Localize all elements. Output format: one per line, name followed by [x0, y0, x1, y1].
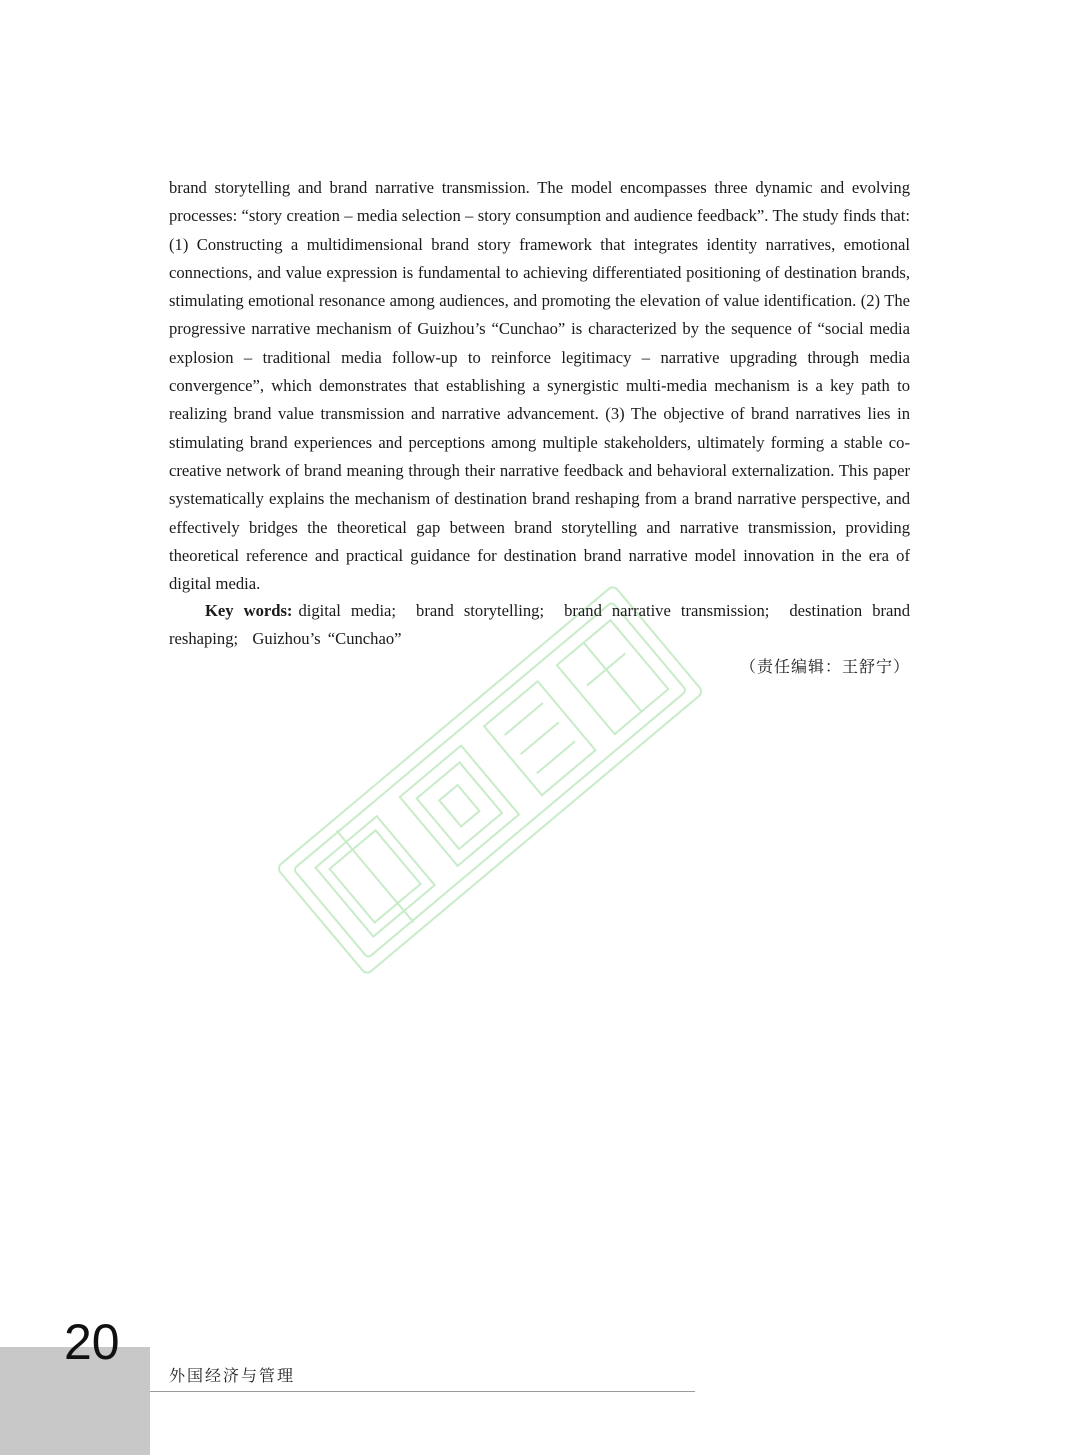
- journal-name: 外国经济与管理: [169, 1366, 296, 1385]
- responsible-editor-note: （责任编辑：王舒宁）: [739, 657, 910, 676]
- keywords-paragraph: [169, 597, 910, 654]
- page-number: 20: [64, 1314, 120, 1370]
- abstract-paragraph: brand storytelling and brand narrative transmission. The model encompasses three dynamic and evolving processes: “story creation – media selection – story consumption and audience feedback”. The study finds that: (1) Constructing a multidimensional brand story framework that integrates identity narratives, emotional connections, and value expression is fundamental to achieving differentiated positioning of destination brands, stimulating emotional resonance among audiences, and promoting the elevation of value identification. (2) The progressive narrative mechanism of Guizhou’s “Cunchao” is characterized by the sequence of “social media explosion – traditional media follow-up to reinforce legitimacy – narrative upgrading through media convergence”, which demonstrates that establishing a synergistic multi-media mechanism is a key path to realizing brand value transmission and narrative advancement. (3) The objective of brand narratives lies in stimulating brand experiences and perceptions among multiple stakeholders, ultimately forming a stable co-creative network of brand meaning through their narrative feedback and behavioral externalization. This paper systematically explains the mechanism of destination brand reshaping from a brand narrative perspective, and effectively bridges the theoretical gap between brand storytelling and narrative transmission, providing theoretical reference and practical guidance for destination brand narrative model innovation in the era of digital media.: [169, 178, 910, 594]
- keywords-label: Key words:: [205, 601, 293, 620]
- abstract-text: [169, 174, 910, 598]
- footer-divider: [150, 1391, 695, 1392]
- keywords-list: digital media; brand storytelling; brand narrative transmission; destination brand reshaping; Guizhou’s “Cunchao”: [169, 601, 911, 649]
